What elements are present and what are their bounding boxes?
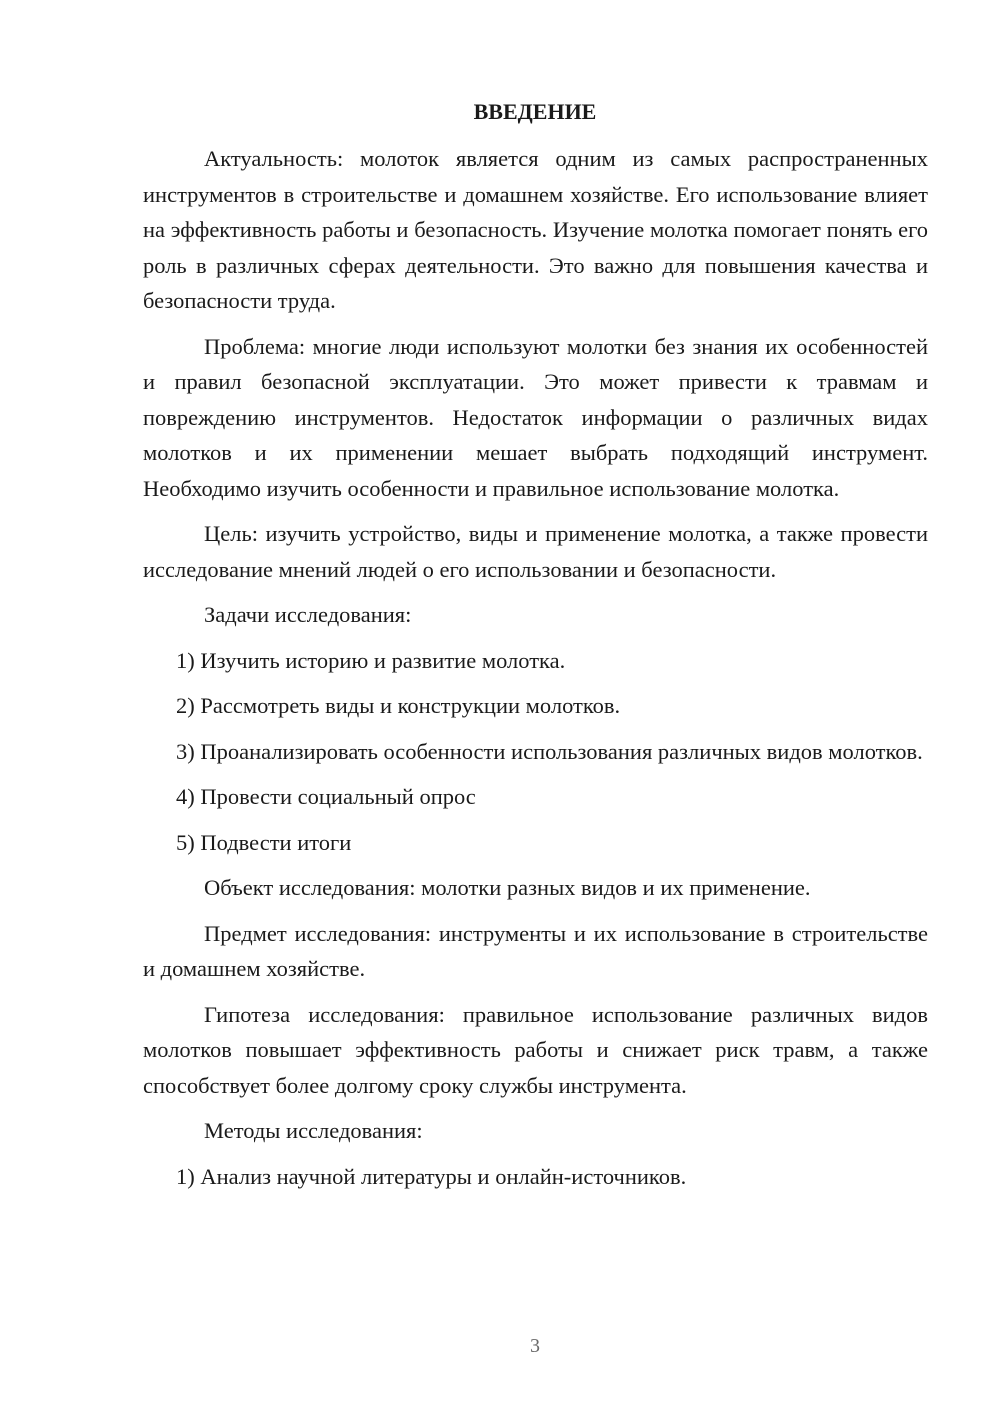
paragraph-hypothesis: Гипотеза исследования: правильное использование различных видов молотков повышает эффективность работы и снижает риск травм, а также способствует более долгому сроку службы инструмента.	[143, 1001, 928, 1098]
method-item-1: 1) Анализ научной литературы и онлайн-источников.	[176, 1163, 687, 1189]
task-item-5: 5) Подвести итоги	[176, 829, 352, 855]
paragraph-subject: Предмет исследования: инструменты и их использование в строительстве и домашнем хозяйстве.	[143, 920, 928, 981]
document-body	[143, 141, 928, 1204]
paragraph-tasks-heading: Задачи исследования:	[204, 602, 412, 627]
page-number: 3	[530, 1335, 540, 1357]
paragraph-problem: Проблема: многие люди используют молотки без знания их особенностей и правил безопасной эксплуатации. Это может привести к травмам и повреждению инструментов. Недостаток информации о различных видах молотков и их применении мешает выбрать подходящий инструмент. Необходимо изучить особенности и правильное использование молотка.	[143, 333, 928, 501]
paragraph-object: Объект исследования: молотки разных видов и их применение.	[204, 875, 811, 900]
paragraph-relevance: Актуальность: молоток является одним из самых распространенных инструментов в строительстве и домашнем хозяйстве. Его использование влияет на эффективность работы и безопасность. Изучение молотка помогает понять его роль в различных сферах деятельности. Это важно для повышения качества и безопасности труда.	[143, 146, 928, 313]
task-item-2: 2) Рассмотреть виды и конструкции молотков.	[176, 693, 621, 718]
task-item-3: 3) Проанализировать особенности использования различных видов молотков.	[176, 738, 923, 764]
paragraph-methods-heading: Методы исследования:	[204, 1118, 423, 1143]
paragraph-goal: Цель: изучить устройство, виды и применение молотка, а также провести исследование мнений людей о его использовании и безопасности.	[143, 521, 928, 582]
task-item-1: 1) Изучить историю и развитие молотка.	[176, 647, 566, 673]
section-title: ВВЕДЕНИЕ	[473, 99, 597, 124]
task-item-4: 4) Провести социальный опрос	[176, 784, 476, 809]
